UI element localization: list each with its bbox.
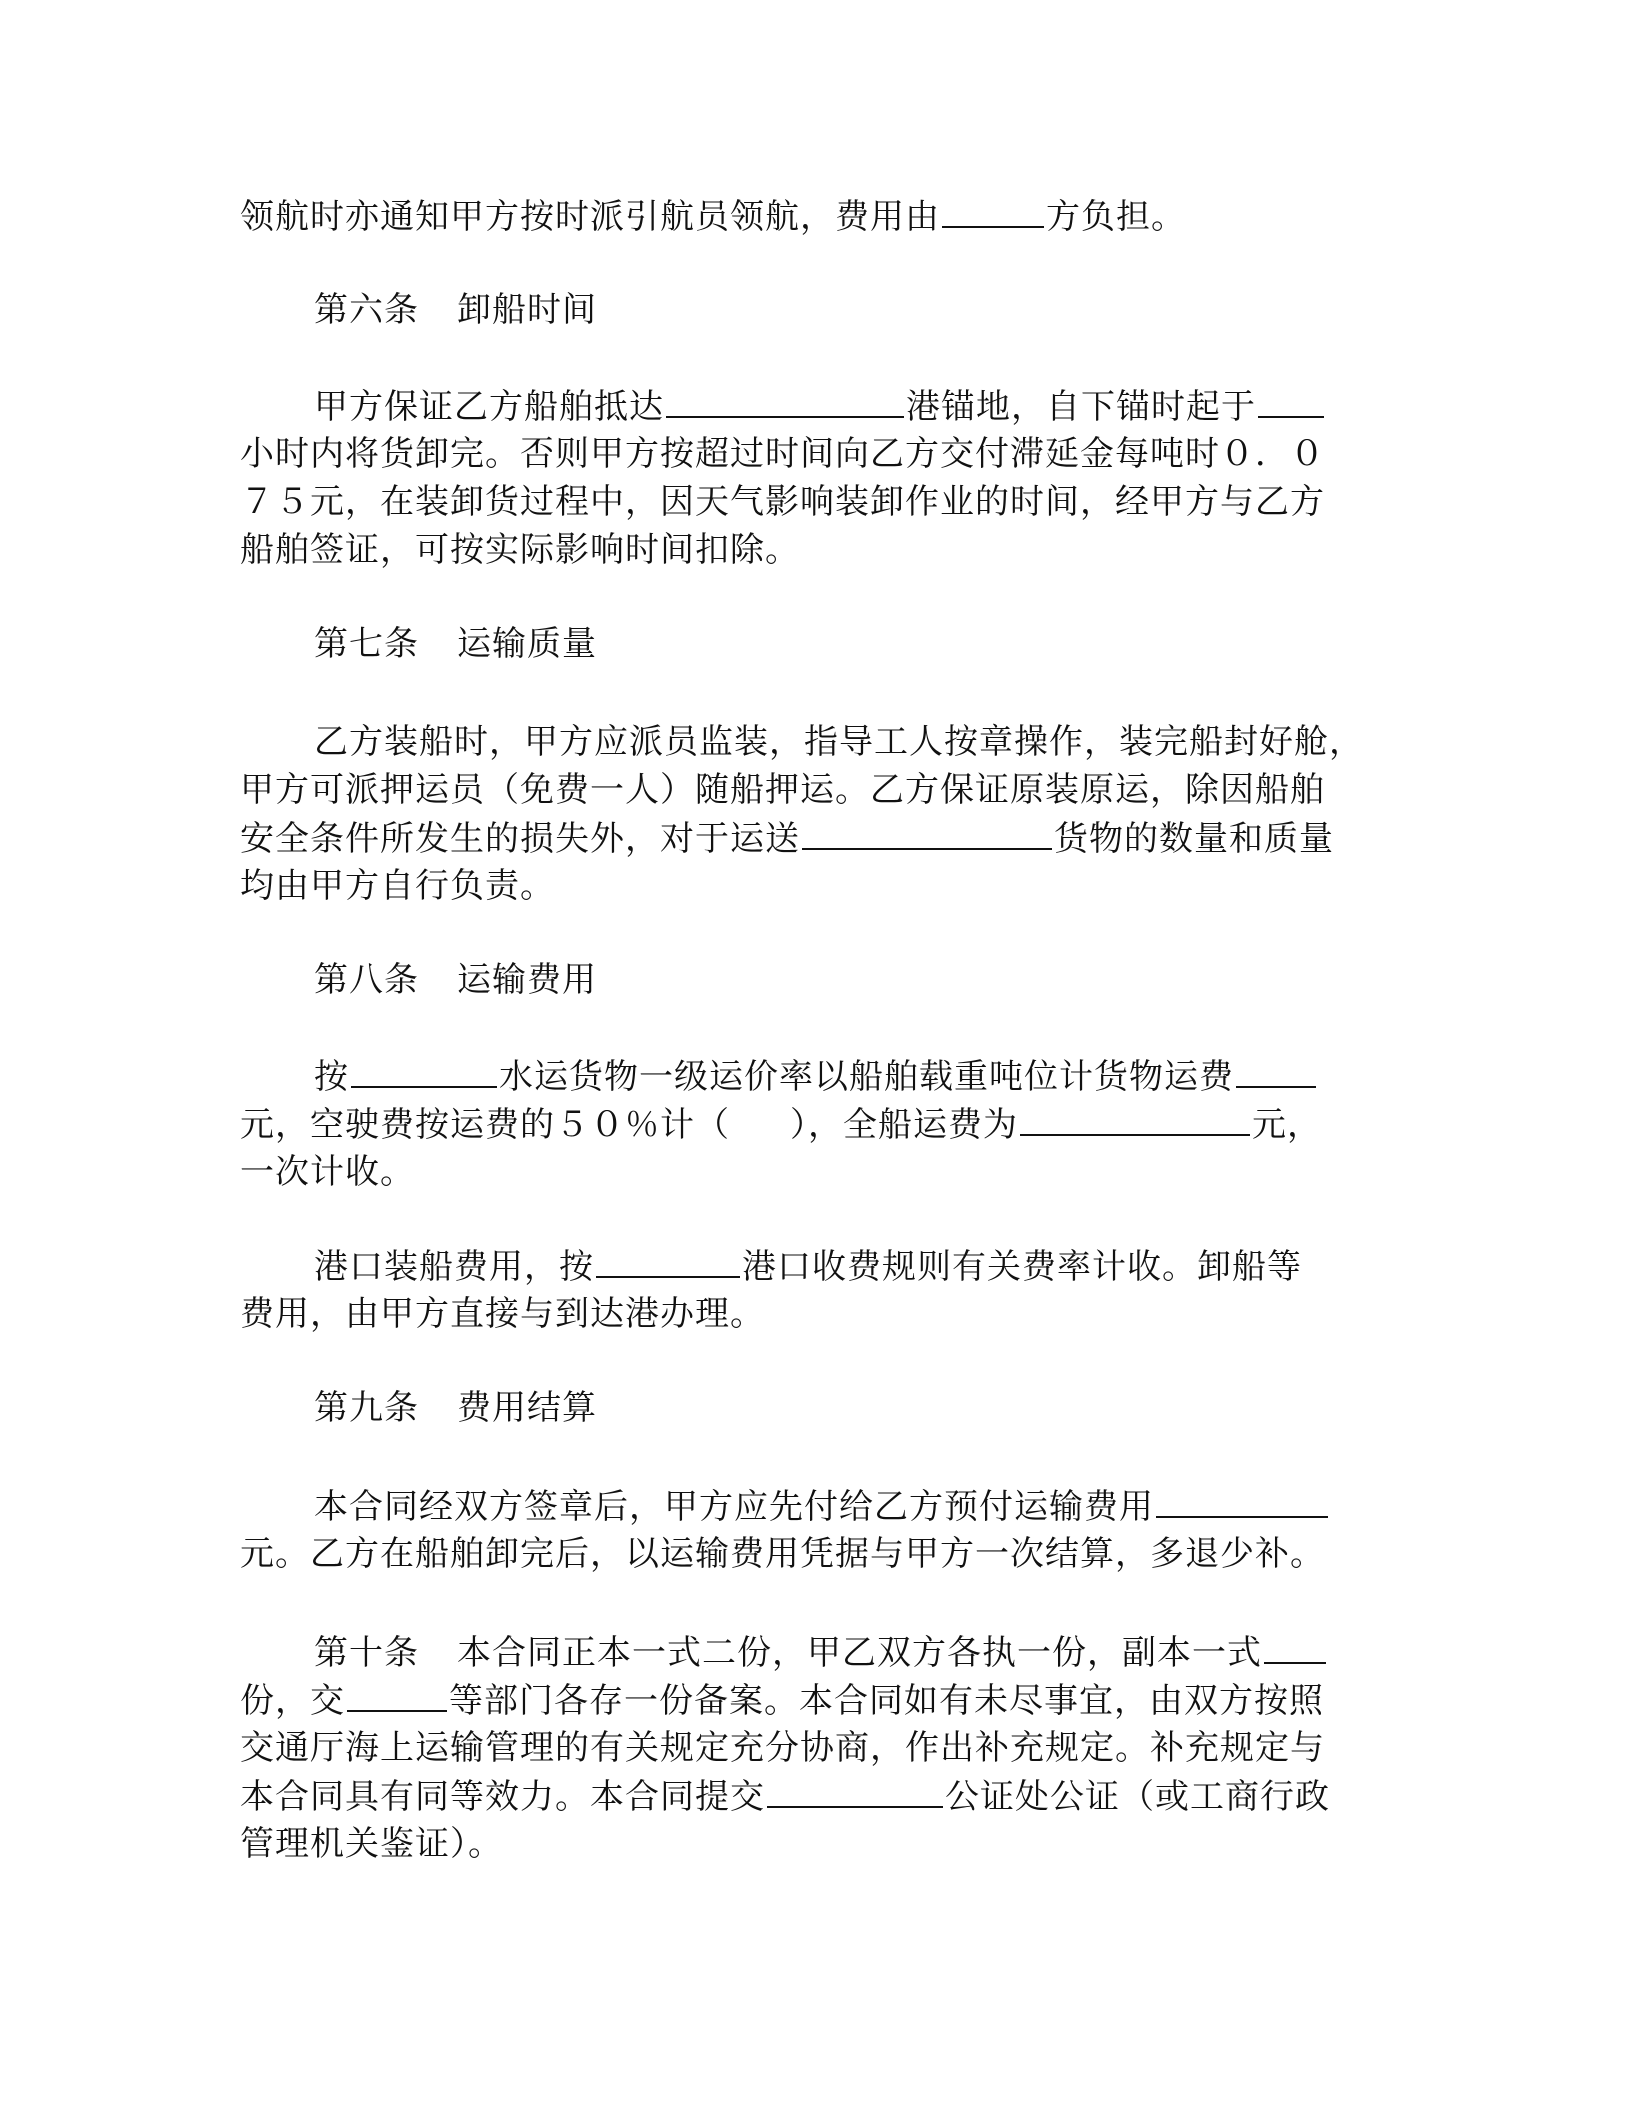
- paragraph-line: 船舶签证，可按实际影响时间扣除。: [240, 530, 800, 570]
- text-span: 元，空驶费按运费的５０％计（: [240, 1105, 730, 1145]
- fill-in-blank[interactable]: [1236, 1052, 1316, 1088]
- article-title: 费用结算: [457, 1388, 597, 1428]
- paragraph-line: [240, 1100, 1390, 1148]
- text-span: 本合同正本一式二份，甲乙双方各执一份，副本一式: [457, 1633, 1262, 1673]
- paragraph-line: 元。乙方在船舶卸完后，以运输费用凭据与甲方一次结算，多退少补。: [240, 1534, 1325, 1574]
- article-7-heading: [314, 620, 1390, 668]
- article-number: 第十条: [314, 1633, 419, 1673]
- text-span: 港口收费规则有关费率计收。卸船等: [742, 1247, 1302, 1287]
- text-span: 按: [314, 1057, 349, 1097]
- text-span: 本合同具有同等效力。本合同提交: [240, 1777, 765, 1817]
- paragraph-line: 小时内将货卸完。否则甲方按超过时间向乙方交付滞延金每吨时０．０: [240, 434, 1325, 474]
- paragraph-line: 甲方可派押运员（免费一人）随船押运。乙方保证原装原运，除因船舶: [240, 770, 1325, 810]
- paragraph-line: [240, 1772, 1390, 1820]
- paragraph-line: [314, 382, 1390, 430]
- text-span: 港口装船费用，按: [314, 1247, 594, 1287]
- text-span: 公证处公证（或工商行政: [945, 1777, 1330, 1817]
- fill-in-blank[interactable]: [1020, 1100, 1250, 1136]
- text-span: 元，: [1252, 1105, 1322, 1145]
- fill-in-blank[interactable]: [347, 1676, 447, 1712]
- text-span: 等部门各存一份备案。本合同如有未尽事宜，由双方按照: [449, 1681, 1324, 1721]
- article-title: 运输费用: [457, 960, 597, 1000]
- article-10-line: [314, 1628, 1390, 1676]
- article-9-heading: [314, 1384, 1390, 1432]
- paragraph-line: [314, 1242, 1390, 1290]
- fill-in-blank[interactable]: [1258, 382, 1324, 418]
- text-span: 水运货物一级运价率以船舶载重吨位计货物运费: [499, 1057, 1234, 1097]
- article-number: 第九条: [314, 1388, 419, 1428]
- paragraph-line: 管理机关鉴证）。: [240, 1824, 503, 1864]
- paragraph-line: [240, 814, 1390, 862]
- fill-in-blank[interactable]: [1156, 1482, 1328, 1518]
- text-span: 本合同经双方签章后，甲方应先付给乙方预付运输费用: [314, 1487, 1154, 1527]
- text-span: 货物的数量和质量: [1054, 819, 1334, 859]
- article-number: 第七条: [314, 624, 419, 664]
- paragraph-line: 交通厅海上运输管理的有关规定充分协商，作出补充规定。补充规定与: [240, 1728, 1325, 1768]
- text-span: 甲方保证乙方船舶抵达: [314, 387, 664, 427]
- article-8-heading: [314, 956, 1390, 1004]
- fill-in-blank[interactable]: [802, 814, 1052, 850]
- paragraph-line: [240, 192, 1390, 240]
- fill-in-blank[interactable]: [596, 1242, 740, 1278]
- text-span: 份，交: [240, 1681, 345, 1721]
- paragraph-line: [240, 1676, 1390, 1724]
- fill-in-blank[interactable]: [351, 1052, 497, 1088]
- article-title: 卸船时间: [457, 290, 597, 330]
- paragraph-line: 乙方装船时，甲方应派员监装，指导工人按章操作，装完船封好舱，: [314, 722, 1364, 762]
- paragraph-line: 费用，由甲方直接与到达港办理。: [240, 1294, 765, 1334]
- paragraph-line: [314, 1052, 1390, 1100]
- paragraph-line: [314, 1482, 1390, 1530]
- text-span: 安全条件所发生的损失外，对于运送: [240, 819, 800, 859]
- text-span: 港锚地，自下锚时起于: [906, 387, 1256, 427]
- paragraph-line: ７５元，在装卸货过程中，因天气影响装卸作业的时间，经甲方与乙方: [240, 482, 1325, 522]
- article-title: 运输质量: [457, 624, 597, 664]
- article-6-heading: [314, 286, 1390, 334]
- text-span: 领航时亦通知甲方按时派引航员领航，费用由: [240, 197, 940, 237]
- paragraph-line: 一次计收。: [240, 1152, 415, 1192]
- article-number: 第八条: [314, 960, 419, 1000]
- fill-in-blank[interactable]: [942, 192, 1044, 228]
- fill-in-blank[interactable]: [767, 1772, 943, 1808]
- text-span: ），全船运费为: [790, 1105, 1018, 1145]
- article-number: 第六条: [314, 290, 419, 330]
- paragraph-line: 均由甲方自行负责。: [240, 866, 555, 906]
- fill-in-blank[interactable]: [1264, 1628, 1326, 1664]
- text-span: 方负担。: [1046, 197, 1186, 237]
- fill-in-blank[interactable]: [666, 382, 904, 418]
